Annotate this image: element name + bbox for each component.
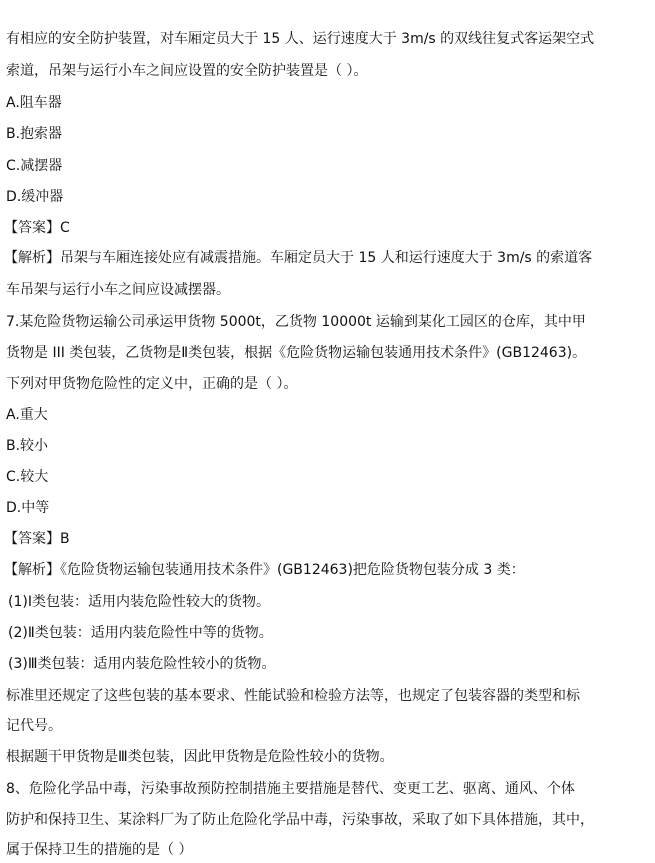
q7-option-b: B.较小: [6, 438, 49, 454]
q7-analysis-item-1: (1)Ⅰ类包装：适用内装危险性较大的货物。: [8, 594, 270, 610]
q8-stem-line-2: 防护和保持卫生、某涂料厂为了防止危险化学品中毒，污染事故，采取了如下具体措施，其中，: [6, 812, 594, 828]
q7-analysis-line-3: 记代号。: [6, 718, 62, 734]
q6-option-d: D.缓冲器: [6, 189, 64, 205]
q7-analysis-item-2: (2)Ⅱ类包装：适用内装危险性中等的货物。: [8, 625, 273, 641]
q6-stem-line-1: 有相应的安全防护装置，对车厢定员大于 15 人、运行速度大于 3m/s 的双线往复式客运架空式: [6, 31, 595, 47]
q8-stem-line-3: 属于保持卫生的措施的是（ ）: [6, 842, 193, 858]
q7-analysis-line-1: 【解析】《危险货物运输包装通用技术条件》(GB12463)把危险货物包装分成 3 类：: [4, 562, 525, 578]
q7-analysis-item-3: (3)Ⅲ类包装：适用内装危险性较小的货物。: [8, 656, 276, 672]
q7-option-c: C.较大: [6, 469, 49, 485]
q6-analysis-line-1: 【解析】吊架与车厢连接处应有减震措施。车厢定员大于 15 人和运行速度大于 3m/s 的索道客: [4, 250, 593, 266]
q8-stem-line-1: 8、危险化学品中毒，污染事故预防控制措施主要措施是替代、变更工艺、驱离、通风、个体: [6, 781, 575, 797]
q7-answer: 【答案】B: [4, 531, 70, 547]
q7-option-d: D.中等: [6, 500, 50, 516]
q7-stem-line-2: 货物是 III 类包装，乙货物是Ⅱ类包装，根据《危险货物运输包装通用技术条件》(GB12463)。: [6, 345, 587, 361]
q7-analysis-conclusion: 根据题干甲货物是Ⅲ类包装，因此甲货物是危险性较小的货物。: [6, 749, 394, 765]
q6-option-a: A.阻车器: [6, 95, 62, 111]
q6-stem-line-2: 索道，吊架与运行小车之间应设置的安全防护装置是（ ）。: [6, 63, 368, 79]
q7-analysis-line-2: 标准里还规定了这些包装的基本要求、性能试验和检验方法等，也规定了包装容器的类型和标: [6, 688, 580, 704]
q7-stem-line-1: 7.某危险货物运输公司承运甲货物 5000t，乙货物 10000t 运输到某化工园区的仓库，其中甲: [6, 314, 586, 330]
q6-option-c: C.减摆器: [6, 158, 63, 174]
q7-stem-line-3: 下列对甲货物危险性的定义中，正确的是（ ）。: [6, 376, 298, 392]
q6-answer: 【答案】C: [4, 220, 70, 236]
q6-option-b: B.抱索器: [6, 126, 63, 142]
q7-option-a: A.重大: [6, 407, 48, 423]
q6-analysis-line-2: 车吊架与运行小车之间应设减摆器。: [6, 282, 230, 298]
